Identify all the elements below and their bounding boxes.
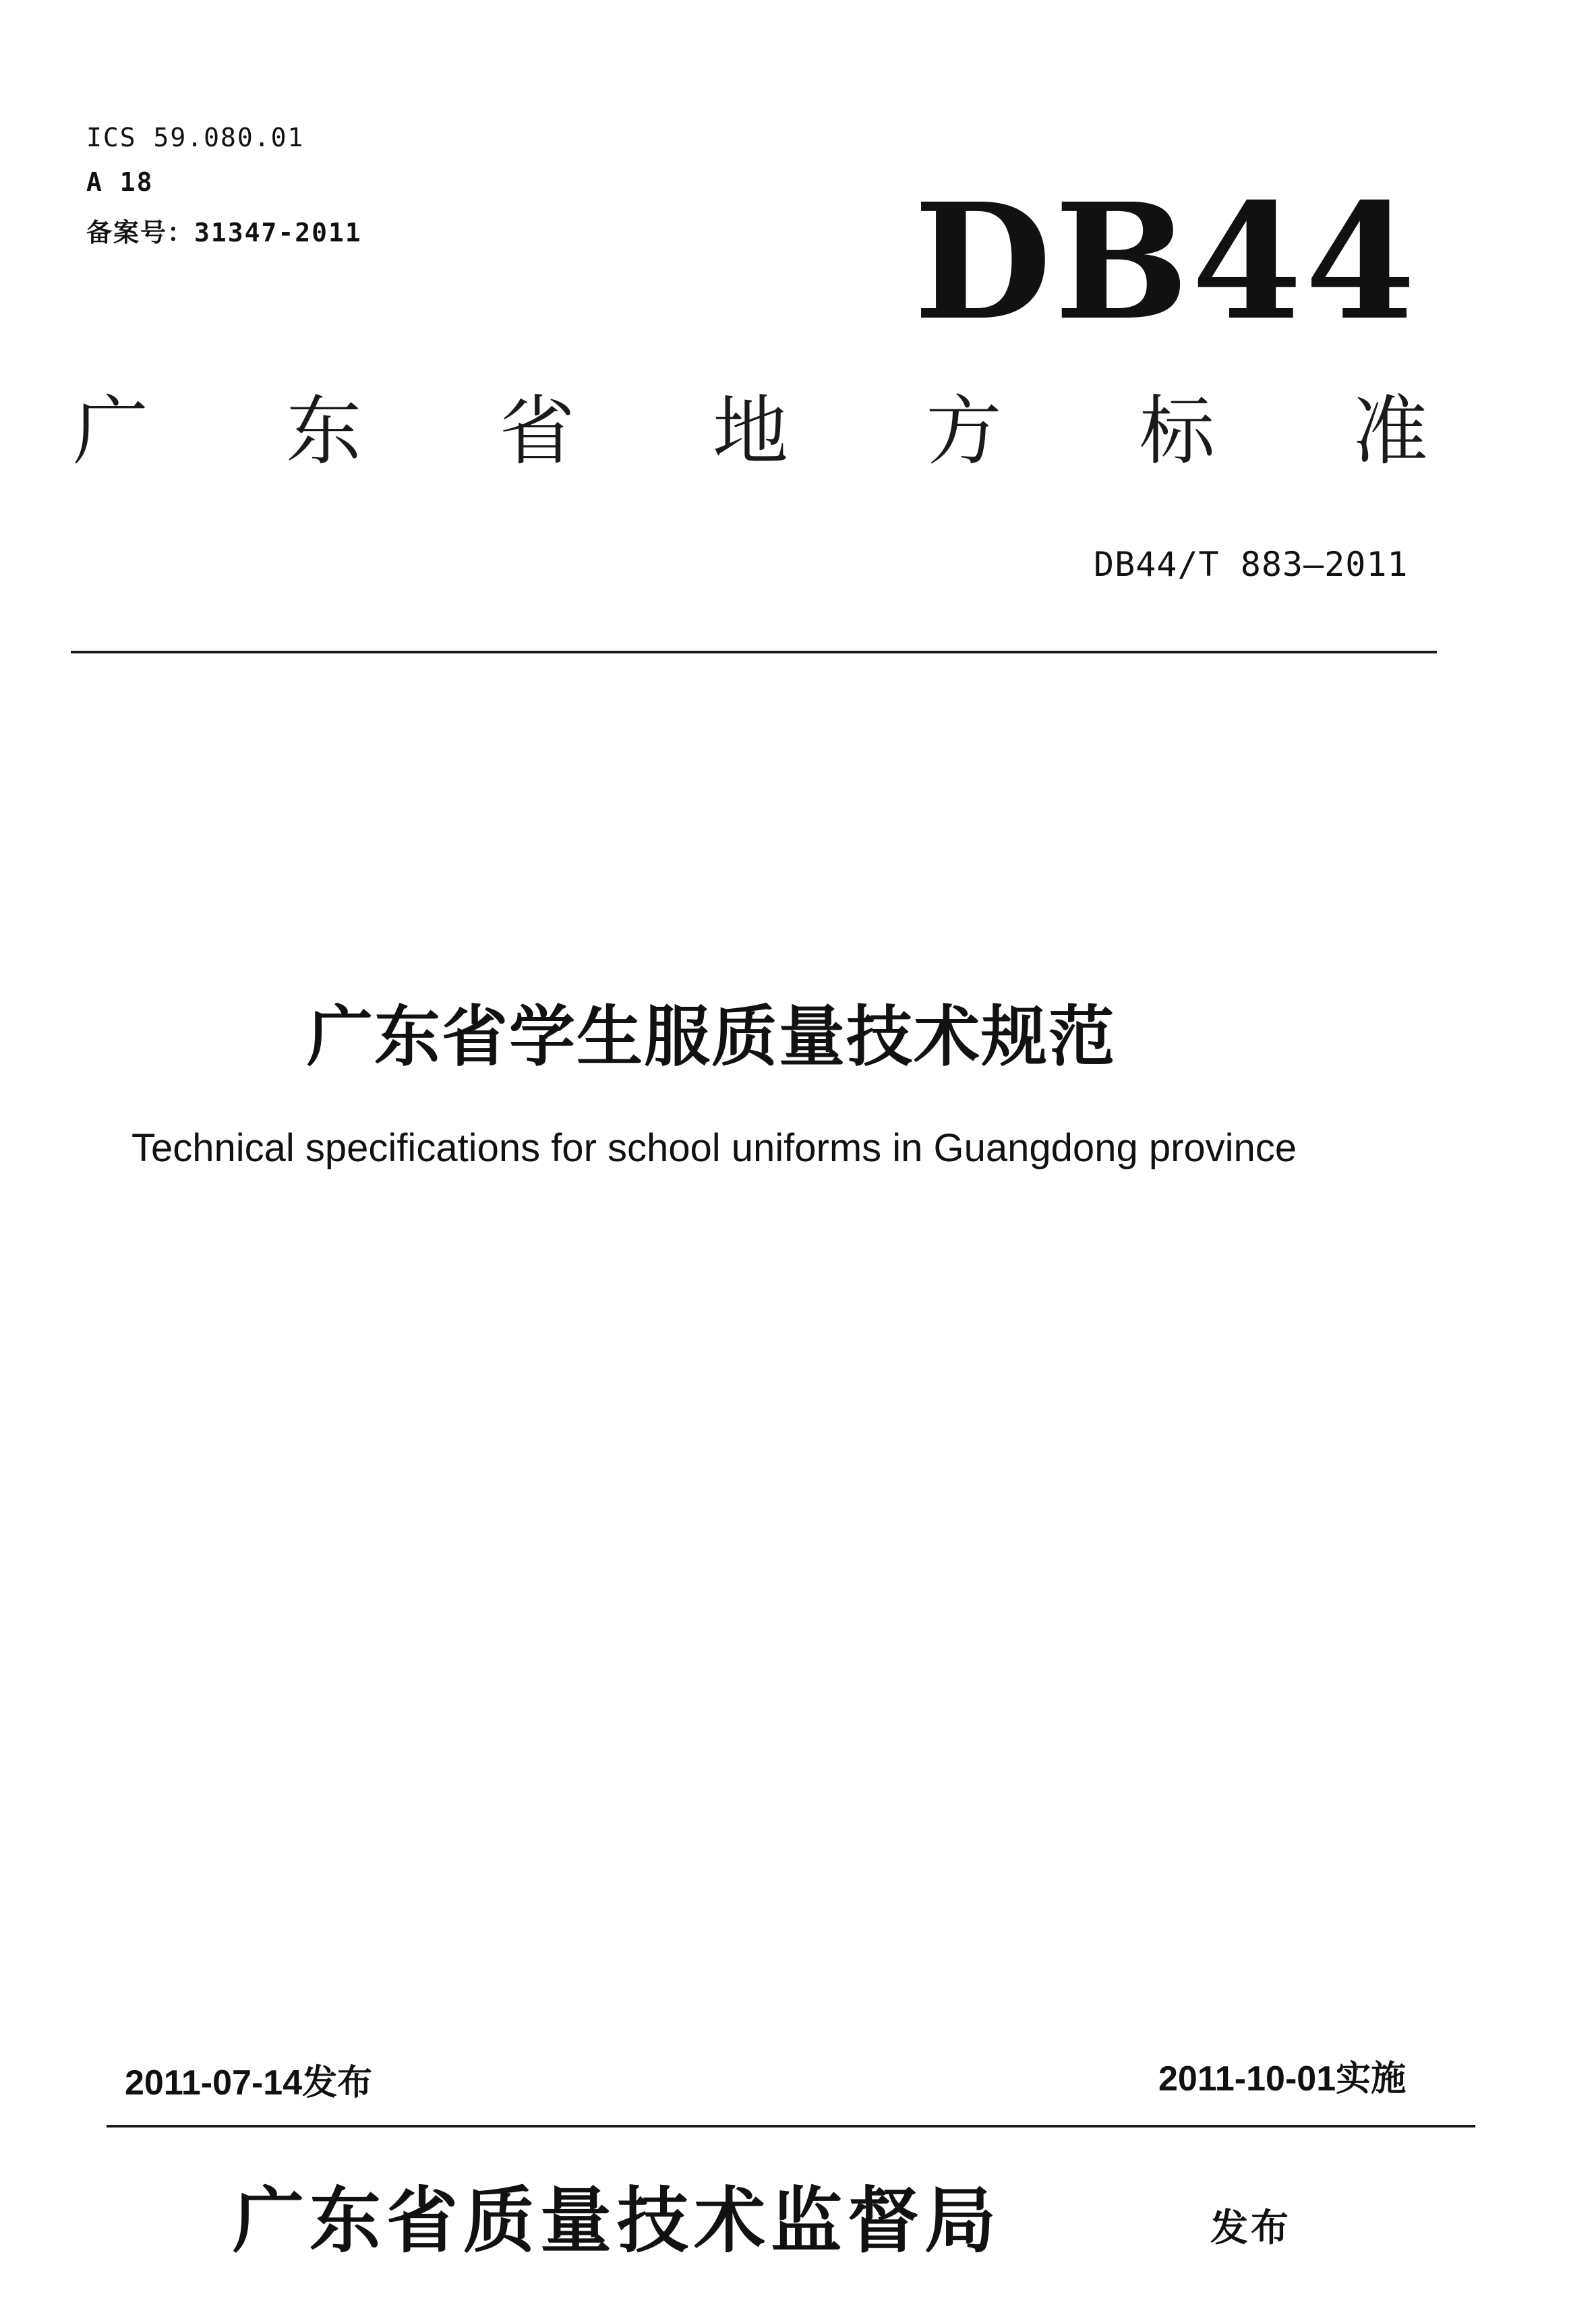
bottom-divider bbox=[107, 2125, 1475, 2128]
issue-date: 2011-07-14发布 bbox=[125, 2063, 373, 2103]
issuer-suffix: 发布 bbox=[1210, 2206, 1291, 2250]
standard-type-char: 省 bbox=[499, 388, 575, 475]
implementation-date: 2011-10-01实施 bbox=[1158, 2059, 1407, 2099]
standard-type-char: 东 bbox=[286, 388, 362, 475]
standard-type-char: 方 bbox=[926, 388, 1002, 475]
title-english: Technical specifications for school uniforms in Guangdong province bbox=[131, 1126, 1297, 1170]
standard-type-char: 标 bbox=[1139, 388, 1215, 475]
title-chinese: 广东省学生服质量技术规范 bbox=[307, 999, 1117, 1076]
standard-type-char: 准 bbox=[1352, 388, 1428, 475]
standard-type-char: 地 bbox=[712, 388, 788, 475]
standard-type-heading bbox=[73, 388, 1428, 475]
ccs-code: A 18 bbox=[86, 167, 154, 197]
standard-type-char: 广 bbox=[73, 388, 148, 475]
top-divider bbox=[71, 651, 1437, 653]
filing-number: 备案号：31347-2011 bbox=[86, 218, 362, 247]
issuer-name: 广东省质量技术监督局 bbox=[233, 2178, 1001, 2262]
db-mark: DB44 bbox=[914, 168, 1419, 355]
ics-code: ICS 59.080.01 bbox=[86, 123, 305, 152]
standard-code: DB44/T 883—2011 bbox=[1094, 545, 1409, 584]
